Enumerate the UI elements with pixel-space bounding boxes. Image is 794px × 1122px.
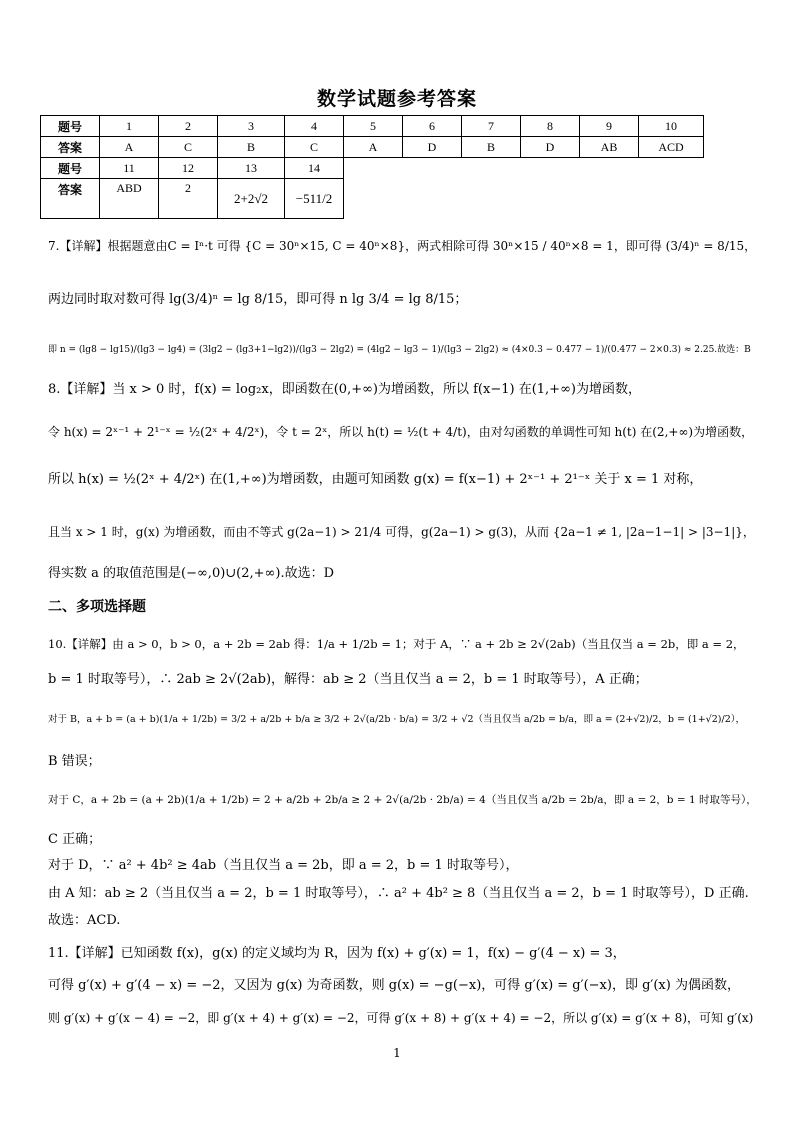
- solution-line: 对于 B，a + b = (a + b)(1/a + 1/2b) = 3/2 + a/2b + b/a ≥ 3/2 + 2√(a/2b · b/a) = 3/2 + √2（当且仅当 a/2b = b/a，即 a = (2+√2)/2，b = (1+√2)/2），: [48, 714, 745, 725]
- solution-line: 则 g′(x) + g′(x − 4) = −2，即 g′(x + 4) + g′(x) = −2，可得 g′(x + 8) + g′(x + 4) = −2，所以 g′(x) = g′(x + 8)，可知 g′(x): [48, 1011, 754, 1025]
- table-cell: 2: [159, 179, 218, 219]
- table-cell: A: [100, 137, 159, 158]
- header-cell: 题号: [41, 158, 100, 179]
- table-cell: 9: [580, 116, 639, 137]
- table-cell: D: [521, 137, 580, 158]
- header-cell: 题号: [41, 116, 100, 137]
- table-cell: C: [285, 137, 344, 158]
- solution-line: 令 h(x) = 2ˣ⁻¹ + 2¹⁻ˣ = ½(2ˣ + 4/2ˣ)，令 t = 2ˣ，所以 h(t) = ½(t + 4/t)，由对勾函数的单调性可知 h(t) 在(2,+∞)为增函数，: [48, 425, 754, 439]
- table-cell: −511/2: [285, 179, 344, 219]
- answer-table: [40, 115, 704, 219]
- table-cell: 2: [159, 116, 218, 137]
- solution-line: b = 1 时取等号），∴ 2ab ≥ 2√(2ab)，解得：ab ≥ 2（当且仅当 a = 2，b = 1 时取等号），A 正确；: [48, 672, 648, 687]
- table-cell: D: [403, 137, 462, 158]
- solution-line: 所以 h(x) = ½(2ˣ + 4/2ˣ) 在(1,+∞)为增函数，由题可知函数 g(x) = f(x−1) + 2ˣ⁻¹ + 2¹⁻ˣ 关于 x = 1 对称，: [48, 472, 703, 487]
- solution-line: 对于 C，a + 2b = (a + 2b)(1/a + 1/2b) = 2 + a/2b + 2b/a ≥ 2 + 2√(a/2b · 2b/a) = 4（当且仅当 a/2b = 2b/a，即 a = 2，b = 1 时取等号），: [48, 794, 757, 806]
- solution-line: 且当 x > 1 时，g(x) 为增函数，而由不等式 g(2a−1) > 21/4 可得，g(2a−1) > g(3)，从而 {2a−1 ≠ 1, |2a−1−1| > |3−1|}，: [48, 525, 755, 539]
- table-cell: C: [159, 137, 218, 158]
- table-cell: 5: [344, 116, 403, 137]
- table-row: [41, 158, 704, 179]
- document-title: 数学试题参考答案: [316, 88, 477, 110]
- table-cell: 7: [462, 116, 521, 137]
- table-cell: AB: [580, 137, 639, 158]
- solution-line: 故选：ACD.: [48, 913, 121, 928]
- table-cell: A: [344, 137, 403, 158]
- header-cell: 答案: [41, 179, 100, 219]
- table-cell: 1: [100, 116, 159, 137]
- header-cell: 答案: [41, 137, 100, 158]
- solution-line: 7.【详解】根据题意由C = Iⁿ·t 可得 {C = 30ⁿ×15, C = 40ⁿ×8}，两式相除可得 30ⁿ×15 / 40ⁿ×8 = 1，即可得 (3/4)ⁿ = 8/15，: [48, 239, 757, 253]
- table-cell: 11: [100, 158, 159, 179]
- solution-line: 10.【详解】由 a > 0，b > 0，a + 2b = 2ab 得：1/a + 1/2b = 1；对于 A，∵ a + 2b ≥ 2√(2ab)（当且仅当 a = 2b，即 a = 2，: [48, 637, 745, 651]
- table-cell: 4: [285, 116, 344, 137]
- solution-line: C 正确；: [48, 832, 102, 847]
- table-cell: 13: [218, 158, 285, 179]
- table-cell: ABD: [100, 179, 159, 219]
- table-row: [41, 116, 704, 137]
- table-row: [41, 179, 704, 219]
- table-cell: 8: [521, 116, 580, 137]
- solution-line: 由 A 知：ab ≥ 2（当且仅当 a = 2，b = 1 时取等号），∴ a² + 4b² ≥ 8（当且仅当 a = 2，b = 1 时取等号），D 正确.: [48, 886, 749, 901]
- solution-line: B 错误；: [48, 754, 101, 769]
- table-cell: 14: [285, 158, 344, 179]
- solution-line: 对于 D，∵ a² + 4b² ≥ 4ab（当且仅当 a = 2b，即 a = 2，b = 1 时取等号），: [48, 858, 519, 873]
- section-heading: 二、多项选择题: [48, 599, 146, 615]
- solution-line: 即 n = (lg8 − lg15)/(lg3 − lg4) = (3lg2 − (lg3+1−lg2))/(lg3 − 2lg2) = (4lg2 − lg3 − 1)/(lg3 − 2lg2) ≈ (4×0.3 − 0.477 − 1)/(0.477 − 2×0.3) ≈ 2.25.故选：B: [48, 345, 751, 355]
- table-cell: B: [218, 137, 285, 158]
- solution-line: 8.【详解】当 x > 0 时，f(x) = log₂x，即函数在(0,+∞)为增函数，所以 f(x−1) 在(1,+∞)为增函数，: [48, 382, 641, 397]
- table-cell: B: [462, 137, 521, 158]
- page-number: 1: [393, 1046, 401, 1060]
- table-cell: 6: [403, 116, 462, 137]
- solution-line: 可得 g′(x) + g′(4 − x) = −2，又因为 g(x) 为奇函数，则 g(x) = −g(−x)，可得 g′(x) = g′(−x)，即 g′(x) 为偶函数，: [48, 978, 740, 993]
- solution-line: 得实数 a 的取值范围是(−∞,0)∪(2,+∞).故选：D: [48, 566, 335, 581]
- table-cell: 12: [159, 158, 218, 179]
- table-row: [41, 137, 704, 158]
- table-cell: ACD: [639, 137, 704, 158]
- table-cell: 10: [639, 116, 704, 137]
- table-cell: 2+2√2: [218, 179, 285, 219]
- solution-line: 11.【详解】已知函数 f(x)，g(x) 的定义域均为 R，因为 f(x) + g′(x) = 1，f(x) − g′(4 − x) = 3，: [48, 946, 626, 961]
- solution-line: 两边同时取对数可得 lg(3/4)ⁿ = lg 8/15，即可得 n lg 3/4 = lg 8/15；: [48, 292, 468, 307]
- table-cell: 3: [218, 116, 285, 137]
